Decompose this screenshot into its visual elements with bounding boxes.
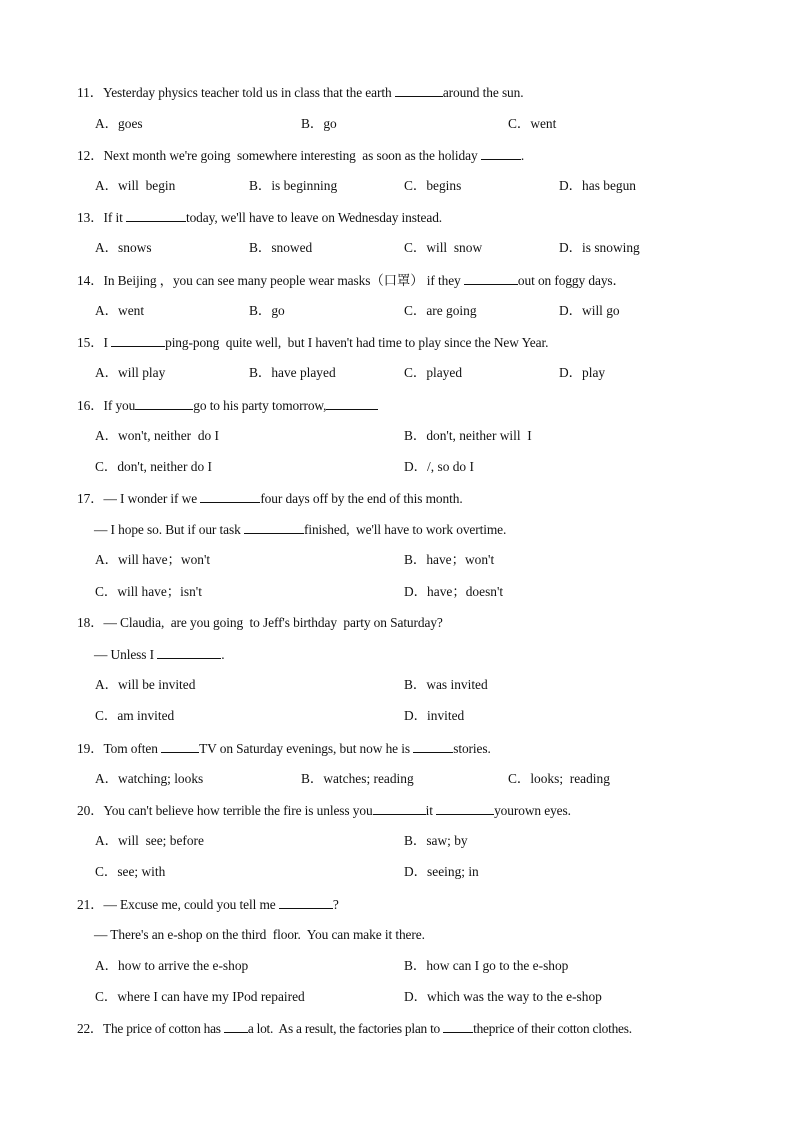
question-17 xyxy=(77,490,463,507)
question-number: 19． xyxy=(77,741,104,756)
question-number: 20． xyxy=(77,803,104,818)
question-21 xyxy=(77,896,339,913)
answer-blank[interactable] xyxy=(200,490,260,503)
question-text: I xyxy=(103,335,112,350)
option-d[interactable]: D．seeing; in xyxy=(404,864,479,879)
option-a[interactable]: A．snows xyxy=(95,240,152,255)
option-a[interactable]: A．will have；won't xyxy=(95,552,211,567)
option-b[interactable]: B．how can I go to the e-shop xyxy=(404,958,569,973)
question-19 xyxy=(77,740,491,757)
option-c[interactable]: C．am invited xyxy=(95,708,175,723)
answer-blank[interactable] xyxy=(111,334,165,347)
question-text: Yesterday physics teacher told us in class that the earth xyxy=(102,85,395,100)
question-text: ping-pong quite well, but I haven't had time to play since the New Year. xyxy=(165,335,549,350)
question-18-reply xyxy=(94,646,225,663)
question-text: TV on Saturday evenings, but now he is xyxy=(199,741,414,756)
option-b[interactable]: B．was invited xyxy=(404,677,488,692)
question-text: Tom often xyxy=(103,741,162,756)
option-c[interactable]: C．see; with xyxy=(95,864,166,879)
question-text: it xyxy=(425,803,437,818)
option-d[interactable]: D．have；doesn't xyxy=(404,584,504,599)
question-number: 16． xyxy=(77,398,104,413)
question-text: yourown eyes. xyxy=(494,803,571,818)
option-a[interactable]: A．how to arrive the e-shop xyxy=(95,958,249,973)
question-text: If you xyxy=(103,398,136,413)
question-text: go to his party tomorrow, xyxy=(193,398,327,413)
question-16 xyxy=(77,397,378,414)
option-b[interactable]: B．is beginning xyxy=(249,178,338,193)
question-22 xyxy=(77,1020,632,1037)
answer-blank[interactable] xyxy=(443,1020,473,1033)
option-c[interactable]: C．played xyxy=(404,365,463,380)
option-c[interactable]: C．begins xyxy=(404,178,462,193)
question-text: — There's an e-shop on the third floor. You can make it there. xyxy=(94,927,425,942)
option-a[interactable]: A．went xyxy=(95,303,145,318)
option-d[interactable]: D．has begun xyxy=(559,178,636,193)
question-text: ? xyxy=(332,897,339,912)
question-number: 15． xyxy=(77,335,104,350)
answer-blank[interactable] xyxy=(224,1020,248,1033)
option-a[interactable]: A．won't, neither do I xyxy=(95,428,220,443)
question-text: The price of cotton has xyxy=(103,1021,224,1036)
option-b[interactable]: B．saw; by xyxy=(404,833,468,848)
question-text: four days off by the end of this month. xyxy=(260,491,463,506)
answer-blank[interactable] xyxy=(161,740,199,753)
option-c[interactable]: C．where I can have my IPod repaired xyxy=(95,989,305,1004)
answer-blank[interactable] xyxy=(373,802,426,815)
question-21-reply xyxy=(94,927,425,943)
option-a[interactable]: A．will see; before xyxy=(95,833,204,848)
question-text: Next month we're going somewhere interesting as soon as the holiday xyxy=(103,148,481,163)
option-a[interactable]: A．goes xyxy=(95,116,143,131)
option-d[interactable]: D．play xyxy=(559,365,606,380)
option-b[interactable]: B．have；won't xyxy=(404,552,495,567)
option-a[interactable]: A．will begin xyxy=(95,178,176,193)
question-20 xyxy=(77,802,571,819)
question-number: 22． xyxy=(77,1021,104,1036)
question-number: 12． xyxy=(77,148,104,163)
question-text: around the sun. xyxy=(442,85,524,100)
question-number: 21． xyxy=(77,897,104,912)
answer-blank[interactable] xyxy=(413,740,453,753)
question-text: — I wonder if we xyxy=(103,491,201,506)
option-b[interactable]: B．go xyxy=(249,303,285,318)
question-11 xyxy=(77,84,524,101)
question-12 xyxy=(77,147,524,164)
question-text: You can't believe how terrible the fire is unless you xyxy=(103,803,373,818)
question-number: 13． xyxy=(77,210,104,225)
question-14 xyxy=(77,272,626,289)
answer-blank[interactable] xyxy=(126,209,186,222)
question-text: a lot. As a result, the factories plan to xyxy=(247,1021,444,1036)
question-text: — Unless I xyxy=(94,647,158,662)
answer-blank[interactable] xyxy=(481,147,521,160)
question-15 xyxy=(77,334,548,351)
option-b[interactable]: B．don't, neither will I xyxy=(404,428,532,443)
answer-blank[interactable] xyxy=(135,397,193,410)
option-d[interactable]: D．/, so do I xyxy=(404,459,474,474)
question-text: out on foggy days． xyxy=(517,273,626,288)
option-b[interactable]: B．watches; reading xyxy=(301,771,414,786)
question-17-reply xyxy=(94,521,506,538)
question-number: 11． xyxy=(77,85,103,100)
question-text: stories. xyxy=(453,741,491,756)
option-c[interactable]: C．went xyxy=(508,116,557,131)
option-b[interactable]: B．snowed xyxy=(249,240,313,255)
answer-blank[interactable] xyxy=(436,802,494,815)
question-text: . xyxy=(520,148,525,163)
question-number: 17． xyxy=(77,491,104,506)
question-text: today, we'll have to leave on Wednesday instead. xyxy=(185,210,443,225)
option-a[interactable]: A．will play xyxy=(95,365,166,380)
question-text: In Beijing ，you can see many people wear masks（口罩） if they xyxy=(103,273,464,288)
option-a[interactable]: A．will be invited xyxy=(95,677,196,692)
question-18 xyxy=(77,615,443,631)
option-d[interactable]: D．is snowing xyxy=(559,240,640,255)
option-b[interactable]: B．go xyxy=(301,116,337,131)
option-c[interactable]: C．will have；isn't xyxy=(95,584,202,599)
answer-blank[interactable] xyxy=(244,521,304,534)
option-c[interactable]: C．looks; reading xyxy=(508,771,610,786)
option-d[interactable]: D．which was the way to the e-shop xyxy=(404,989,602,1004)
option-c[interactable]: C．will snow xyxy=(404,240,483,255)
question-13 xyxy=(77,209,442,226)
option-a[interactable]: A．watching; looks xyxy=(95,771,204,786)
answer-blank[interactable] xyxy=(279,896,333,909)
question-text: theprice of their cotton clothes. xyxy=(473,1021,632,1036)
option-d[interactable]: D．will go xyxy=(559,303,620,318)
option-c[interactable]: C．are going xyxy=(404,303,477,318)
question-text: If it xyxy=(103,210,126,225)
option-b[interactable]: B．have played xyxy=(249,365,336,380)
option-d[interactable]: D．invited xyxy=(404,708,465,723)
answer-blank[interactable] xyxy=(395,84,443,97)
answer-blank[interactable] xyxy=(157,646,221,659)
option-c[interactable]: C．don't, neither do I xyxy=(95,459,212,474)
answer-blank[interactable] xyxy=(326,397,378,410)
answer-blank[interactable] xyxy=(464,272,518,285)
question-text: finished, we'll have to work overtime. xyxy=(303,522,507,537)
question-number: 18． xyxy=(77,615,104,630)
question-text: — Excuse me, could you tell me xyxy=(103,897,279,912)
question-number: 14． xyxy=(77,273,104,288)
question-text: — I hope so. But if our task xyxy=(94,522,244,537)
question-text: . xyxy=(221,647,225,662)
question-text: — Claudia, are you going to Jeff's birthday party on Saturday? xyxy=(103,615,443,630)
